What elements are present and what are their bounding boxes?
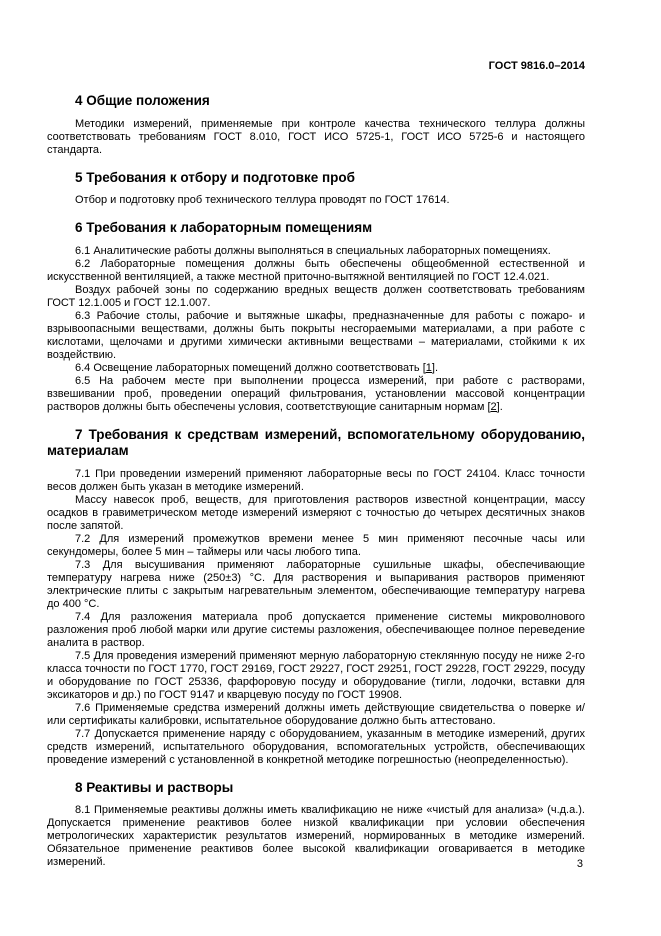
paragraph-4-intro: Методики измерений, применяемые при контроле качества технического теллура должны соответствовать требованиям ГОСТ 8.010, ГОСТ ИСО 5725-1, ГОСТ ИСО 5725-6 и настоящего стандарта. (47, 117, 585, 156)
paragraph-8-1: 8.1 Применяемые реактивы должны иметь квалификацию не ниже «чистый для анализа» (ч.д.а.). Допускается применение реактивов более низкой квалификации при условии обеспечения метрологических характеристик результатов измерений, нормированных в методике измерений. Обязательное применение реактивов более высокой квалификации оговаривается в методике измерений. (47, 804, 585, 868)
paragraph-7-1: 7.1 При проведении измерений применяют лабораторные весы по ГОСТ 24104. Класс точности весов должен быть указан в методике измерений. (47, 467, 585, 493)
document-number-header: ГОСТ 9816.0–2014 (488, 60, 585, 72)
paragraph-6-4 (47, 362, 585, 375)
page-number: 3 (576, 858, 583, 870)
paragraph-7-5: 7.5 Для проведения измерений применяют мерную лабораторную стеклянную посуду не ниже 2-го класса точности по ГОСТ 1770, ГОСТ 29169, ГОСТ 29227, ГОСТ 29251, ГОСТ 29228, ГОСТ 29229, посуду и оборудование по ГОСТ 25336, фарфоровую посуду и оборудование (тигли, лодочки, вставки для эксикаторов и др.) по ГОСТ 9147 и кварцевую посуду по ГОСТ 19908. (47, 649, 585, 701)
paragraph-6-1: 6.1 Аналитические работы должны выполняться в специальных лабораторных помещениях. (75, 244, 551, 257)
section-heading-6: 6 Требования к лабораторным помещениям (75, 220, 373, 235)
paragraph-text: . (499, 400, 503, 413)
reference-link-2[interactable]: [2] (487, 400, 500, 413)
paragraph-6-2: 6.2 Лабораторные помещения должны быть обеспечены общеобменной естественной и искусственной вентиляцией, а также местной приточно-вытяжной вентиляцией по ГОСТ 12.4.021. (47, 257, 585, 283)
paragraph-7-4: 7.4 Для разложения материала проб допускается применение системы микроволнового разложения проб любой марки или другие системы разложения, обеспечивающее полное переведение аналита в раствор. (47, 610, 585, 649)
paragraph-6-2-air: Воздух рабочей зоны по содержанию вредных веществ должен соответствовать требованиям ГОСТ 12.1.005 и ГОСТ 12.1.007. (47, 283, 585, 309)
paragraph-7-6: 7.6 Применяемые средства измерений должны иметь действующие свидетельства о поверке и/или сертификаты калибровки, испытательное оборудование должно быть аттестовано. (47, 701, 585, 727)
paragraph-7-7: 7.7 Допускается применение наряду с оборудованием, указанным в методике измерений, других средств измерений, испытательного оборудования, вспомогательных устройств, обеспечивающих проведение измерений с установленной в конкретной методике погрешностью (неопределенностью). (47, 727, 585, 766)
paragraph-text: . (434, 361, 438, 374)
paragraph-7-1-mass: Массу навесок проб, веществ, для приготовления растворов известной концентрации, массу осадков в гравиметрическом методе измерений измеряют с точностью до четырех десятичных знаков после запятой. (47, 493, 585, 532)
section-heading-4: 4 Общие положения (75, 93, 210, 108)
paragraph-7-3: 7.3 Для высушивания применяют лабораторные сушильные шкафы, обеспечивающие температуру нагрева ниже (250±3) °С. Для растворения и выпаривания растворов применяют электрические плиты с закрытым нагревательным элементом, обеспечивающие температуру нагрева до 400 °С. (47, 558, 585, 610)
paragraph-7-2: 7.2 Для измерений промежутков времени менее 5 мин применяют песочные часы или секундомеры, более 5 мин – таймеры или часы любого типа. (47, 532, 585, 558)
section-heading-5: 5 Требования к отбору и подготовке проб (75, 169, 355, 185)
paragraph-text: 6.4 Освещение лабораторных помещений должно соответствовать (75, 361, 423, 374)
reference-link-1[interactable]: [1] (422, 361, 435, 374)
paragraph-6-5 (47, 375, 585, 414)
paragraph-6-3: 6.3 Рабочие столы, рабочие и вытяжные шкафы, предназначенные для работы с пожаро- и взрывоопасными веществами, должны быть покрыты несгораемыми материалами, а при работе с кислотами, щелочами и другими химически активными веществами – материалами, стойкими к их воздействию. (47, 309, 585, 361)
section-heading-7: 7 Требования к средствам измерений, вспомогательному оборудованию, материалам (47, 426, 585, 458)
paragraph-5-intro: Отбор и подготовку проб технического теллура проводят по ГОСТ 17614. (75, 194, 450, 206)
paragraph-text: 6.5 На рабочем месте при выполнении процесса измерений, при работе с растворами, взвешивании проб, проведении операций фильтрования, установлении массовой концентрации растворов должны быть обеспечены условия, соответствующие санитарным нормам (47, 374, 585, 413)
section-heading-8: 8 Реактивы и растворы (75, 779, 234, 795)
